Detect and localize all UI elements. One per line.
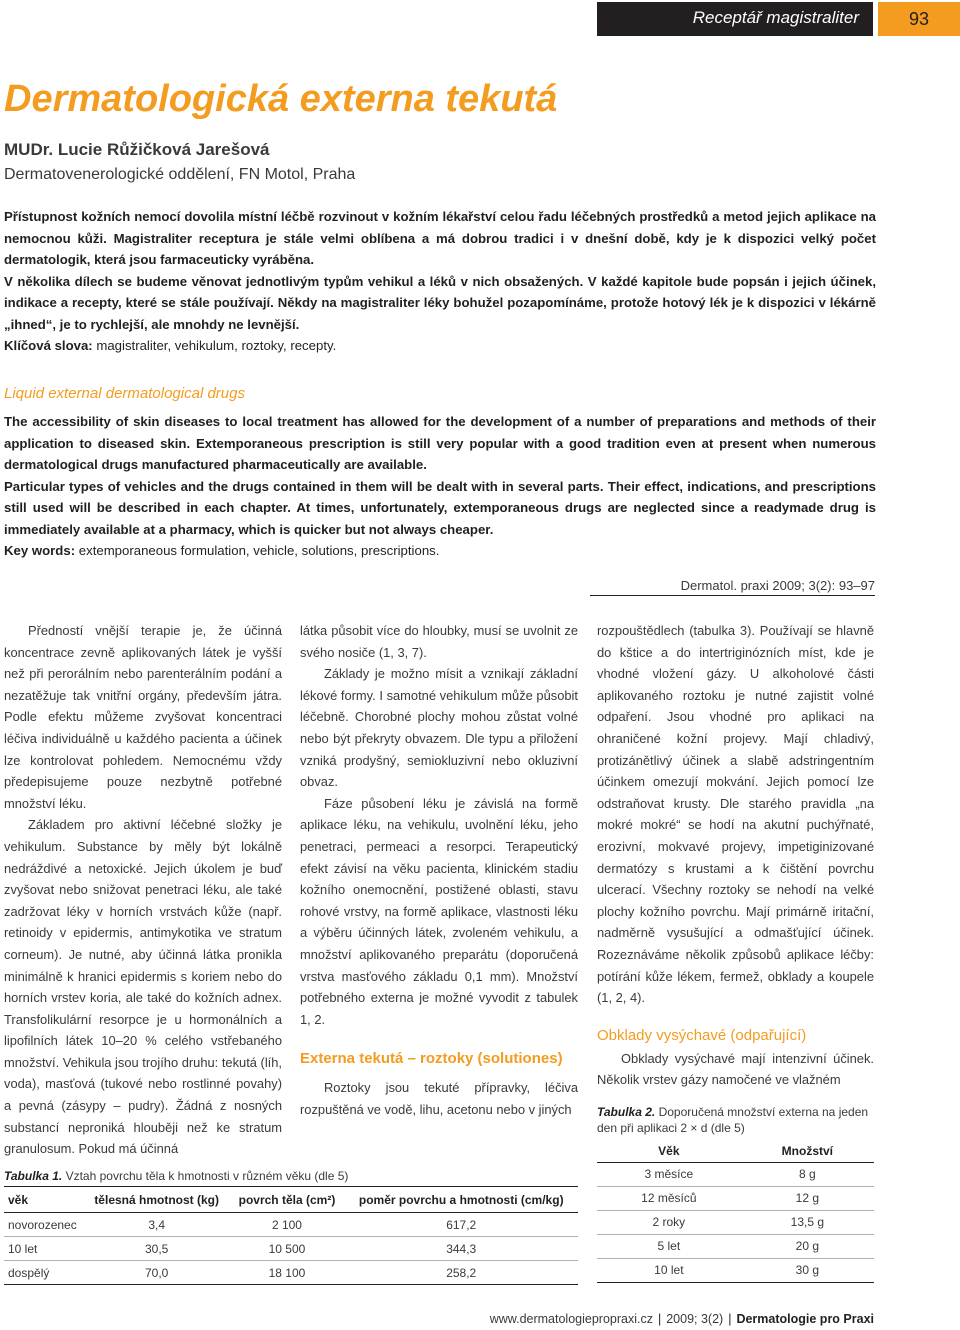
table-cell: dospělý <box>4 1261 84 1285</box>
footer-journal: Dermatologie pro Praxi <box>736 1312 874 1326</box>
keywords-cz-text: magistraliter, vehikulum, roztoky, recepty. <box>96 338 337 353</box>
table-header: poměr povrchu a hmotnosti (cm/kg) <box>344 1187 578 1213</box>
table-row <box>597 1234 874 1258</box>
table-cell: 344,3 <box>344 1237 578 1261</box>
table-cell: 12 g <box>741 1186 874 1210</box>
body-column-1 <box>4 620 282 1160</box>
keywords-en <box>4 540 876 562</box>
table-row <box>4 1237 578 1261</box>
keywords-cz <box>4 335 876 357</box>
keywords-en-label: Key words: <box>4 543 76 558</box>
table-row <box>597 1162 874 1186</box>
table-cell: 10 let <box>4 1237 84 1261</box>
section-heading-solutions: Externa tekutá – roztoky (solutiones) <box>300 1050 563 1068</box>
table-1-label: Tabulka 1. <box>4 1169 63 1183</box>
footer-url: www.dermatologiepropraxi.cz <box>489 1312 653 1326</box>
body-column-3 <box>597 620 874 1091</box>
keywords-cz-label: Klíčová slova: <box>4 338 93 353</box>
table-header: věk <box>4 1187 84 1213</box>
table-cell: 2 roky <box>597 1210 741 1234</box>
body-paragraph: Fáze působení léku je závislá na formě aplikace léku, na vehikulu, uvolnění léku, jeho penetraci, permeaci a resorpci. Terapeutický efekt závisí na věku pacienta, klinickém stadiu kožního onemocnění, postižené oblasti, stavu rohové vrstvy, na formě aplikace, vlastnosti léku a výběru účinných látek, zvoleném vehikulu, a množství aplikovaného preparátu (doporučená vrstva masťového základu 0,1 mm). Množství potřebného externa je možné vyvodit z tabulek 1, 2. <box>300 795 578 1027</box>
table-header: tělesná hmotnost (kg) <box>84 1187 230 1213</box>
table-header: Množství <box>741 1140 874 1162</box>
footer-issue: 2009; 3(2) <box>666 1312 724 1326</box>
section-heading-compresses: Obklady vysýchavé (odpařující) <box>597 1026 807 1044</box>
table-1-caption <box>4 1168 580 1184</box>
table-2-caption <box>597 1104 874 1136</box>
table-cell: 10 let <box>597 1258 741 1282</box>
table-2 <box>597 1140 874 1283</box>
affiliation: Dermatovenerologické oddělení, FN Motol, Praha <box>4 166 356 183</box>
table-cell: 5 let <box>597 1234 741 1258</box>
abstract-en-p1: The accessibility of skin diseases to local treatment has allowed for the development of a number of preparations and methods of their application to diseased skin. Extemporaneous prescription is still very popular with a good tradition even at present when numerous dermatological drugs manufactured pharmaceutically are available. <box>4 414 876 472</box>
table-cell: 30 g <box>741 1258 874 1282</box>
table-row <box>4 1261 578 1285</box>
table-cell: 3,4 <box>84 1213 230 1237</box>
table-2-caption-text: Doporučená množství externa na jeden den při aplikaci 2 × d (dle 5) <box>597 1105 869 1135</box>
table-cell: 10 500 <box>230 1237 345 1261</box>
table-cell: 13,5 g <box>741 1210 874 1234</box>
table-2-label: Tabulka 2. <box>597 1105 656 1119</box>
running-header <box>597 2 873 36</box>
table-1 <box>4 1186 578 1285</box>
body-paragraph: látka působit více do hloubky, musí se uvolnit ze svého nosiče (1, 3, 7). <box>300 623 578 660</box>
abstract-en-title: Liquid external dermatological drugs <box>4 385 245 402</box>
abstract-en-p2: Particular types of vehicles and the drugs contained in them will be dealt with in several parts. Their effect, indications, and prescriptions still used will be described in each chapter. At times, unfortunately, extemporaneous drugs are neglected since a readymade drug is immediately available at a pharmacy, which is quicker but not always cheaper. <box>4 478 876 537</box>
table-header: Věk <box>597 1140 741 1162</box>
footer-separator: | <box>728 1312 732 1326</box>
author: MUDr. Lucie Růžičková Jarešová <box>4 140 270 159</box>
table-cell: 2 100 <box>230 1213 345 1237</box>
table-row <box>597 1210 874 1234</box>
page-footer <box>490 1312 874 1326</box>
abstract-en <box>4 411 876 562</box>
table-cell: 617,2 <box>344 1213 578 1237</box>
table-row <box>597 1186 874 1210</box>
table-cell: 18 100 <box>230 1261 345 1285</box>
body-paragraph: Obklady vysýchavé mají intenzivní účinek. Několik vrstev gázy namočené ve vlažném <box>597 1050 874 1088</box>
table-cell: 8 g <box>741 1162 874 1186</box>
table-cell: 30,5 <box>84 1237 230 1261</box>
abstract-cz <box>4 206 876 357</box>
table-cell: 258,2 <box>344 1261 578 1285</box>
citation: Dermatol. praxi 2009; 3(2): 93–97 <box>590 578 875 596</box>
table-cell: 12 měsíců <box>597 1186 741 1210</box>
running-title: Receptář magistraliter <box>692 8 859 27</box>
table-cell: 3 měsíce <box>597 1162 741 1186</box>
keywords-en-text: extemporaneous formulation, vehicle, solutions, prescriptions. <box>78 543 440 558</box>
body-paragraph: Základem pro aktivní léčebné složky je vehikulum. Substance by měly být lokálně nedráždivé a netoxické. Jejich úkolem je buď zvyšovat nebo snižovat penetraci léku, ale také zadržovat léky v horních vrstvách kůže (např. retinoidy v epidermis, antimykotika ve stratum corneum). Je nutné, aby účinná látka pronikla minimálně k hranici epidermis s koriem nebo do horních vrstev koria, ale také do kožních adnex. Transfolikulární resorpce je u hormonálních a lipofilních látek 10–20 % celého vstřebaného množství. Vehikula jsou trojího druhu: tekutá (líh, voda), masťová (tukové nebo rostlinné povahy) a pevná (zásypy – pudry). Žádná z nosných substancí neproniká hlouběji než ke stratum granulosum. Pokud má účinná <box>4 817 283 1157</box>
table-row <box>4 1213 578 1237</box>
body-paragraph: rozpouštědlech (tabulka 3). Používají se hlavně do kštice a do intertriginózních míst, kde je vhodné vložení gázy. U alkoholové části aplikovaného roztoku je nutné zajistit volné odpaření. Jsou vhodné pro aplikaci na ohraničené kožní projevy. Mají chladivý, protizánětlivý účinek a slabě adstringentním účinkem omezují mokvání. Jejich pomocí lze odstraňovat krusty. Dle starého pravidla „na mokré mokré“ se hodí na akutní puchýřnaté, erozivní, mokvavé projevy, impetiginizované dermatózy s krustami a k čištění povrchu ulcerací. Všechny roztoky se nehodí na velké plochy kožního povrchu. Mají primárně iritační, nadměrně vysušující a odmašťující účinek. Rozeznáváme několik způsobů aplikace léčby: potírání kůže lékem, fermež, obklady a koupele (1, 2, 4). <box>597 623 874 1006</box>
article-title: Dermatologická externa tekutá <box>4 78 558 120</box>
table-1-caption-text: Vztah povrchu těla k hmotnosti v různém věku (dle 5) <box>65 1169 349 1183</box>
abstract-cz-p2: V několika dílech se budeme věnovat jednotlivým typům vehikul a léků v nich obsažených. V každé kapitole bude popsán i jejich účinek, indikace a recepty, které se stále používají. Někdy na magistraliter léky bohužel pozapomínáme, protože hotový lék je k dispozici v lékárně „ihned“, je to rychlejší, ale mnohdy ne levnější. <box>4 273 876 332</box>
table-cell: 70,0 <box>84 1261 230 1285</box>
body-column-2 <box>300 620 578 1120</box>
abstract-cz-p1: Přístupnost kožních nemocí dovolila místní léčbě rozvinout v kožním lékařství celou řadu léčebných prostředků a metod jejich aplikace na nemocnou kůži. Magistraliter receptura je stále velmi oblíbena a má dobrou tradici i v dnešní době, kdy je k dispozici velký počet dermatologik, která jsou farmaceuticky vyráběna. <box>4 209 876 267</box>
table-row <box>597 1258 874 1282</box>
body-paragraph: Roztoky jsou tekuté přípravky, léčiva rozpuštěná ve vodě, lihu, acetonu nebo v jiných <box>300 1080 578 1117</box>
table-cell: novorozenec <box>4 1213 84 1237</box>
body-paragraph: Základy je možno mísit a vznikají základní lékové formy. I samotné vehikulum může působit léčebně. Chorobné plochy mohou zůstat volné nebo být překryty obvazem. Dle typu a přiložení vzniká prodyšný, semiokluzivní nebo okluzivní obvaz. <box>300 666 578 790</box>
page-number: 93 <box>878 2 960 36</box>
footer-separator: | <box>657 1312 662 1326</box>
body-paragraph: Předností vnější terapie je, že účinná koncentrace zevně aplikovaných látek je vyšší než při perorálním nebo parenterálním podání a nezatěžuje tak vnitřní orgány, především játra. Podle efektu můžeme zvyšovat koncentraci léčiva individuálně u každého pacienta a účinek lze kontrolovat pohledem. Nemocnému vždy předepisujeme pouze nezbytně potřebné množství léku. <box>4 623 282 811</box>
table-cell: 20 g <box>741 1234 874 1258</box>
table-header: povrch těla (cm²) <box>230 1187 345 1213</box>
